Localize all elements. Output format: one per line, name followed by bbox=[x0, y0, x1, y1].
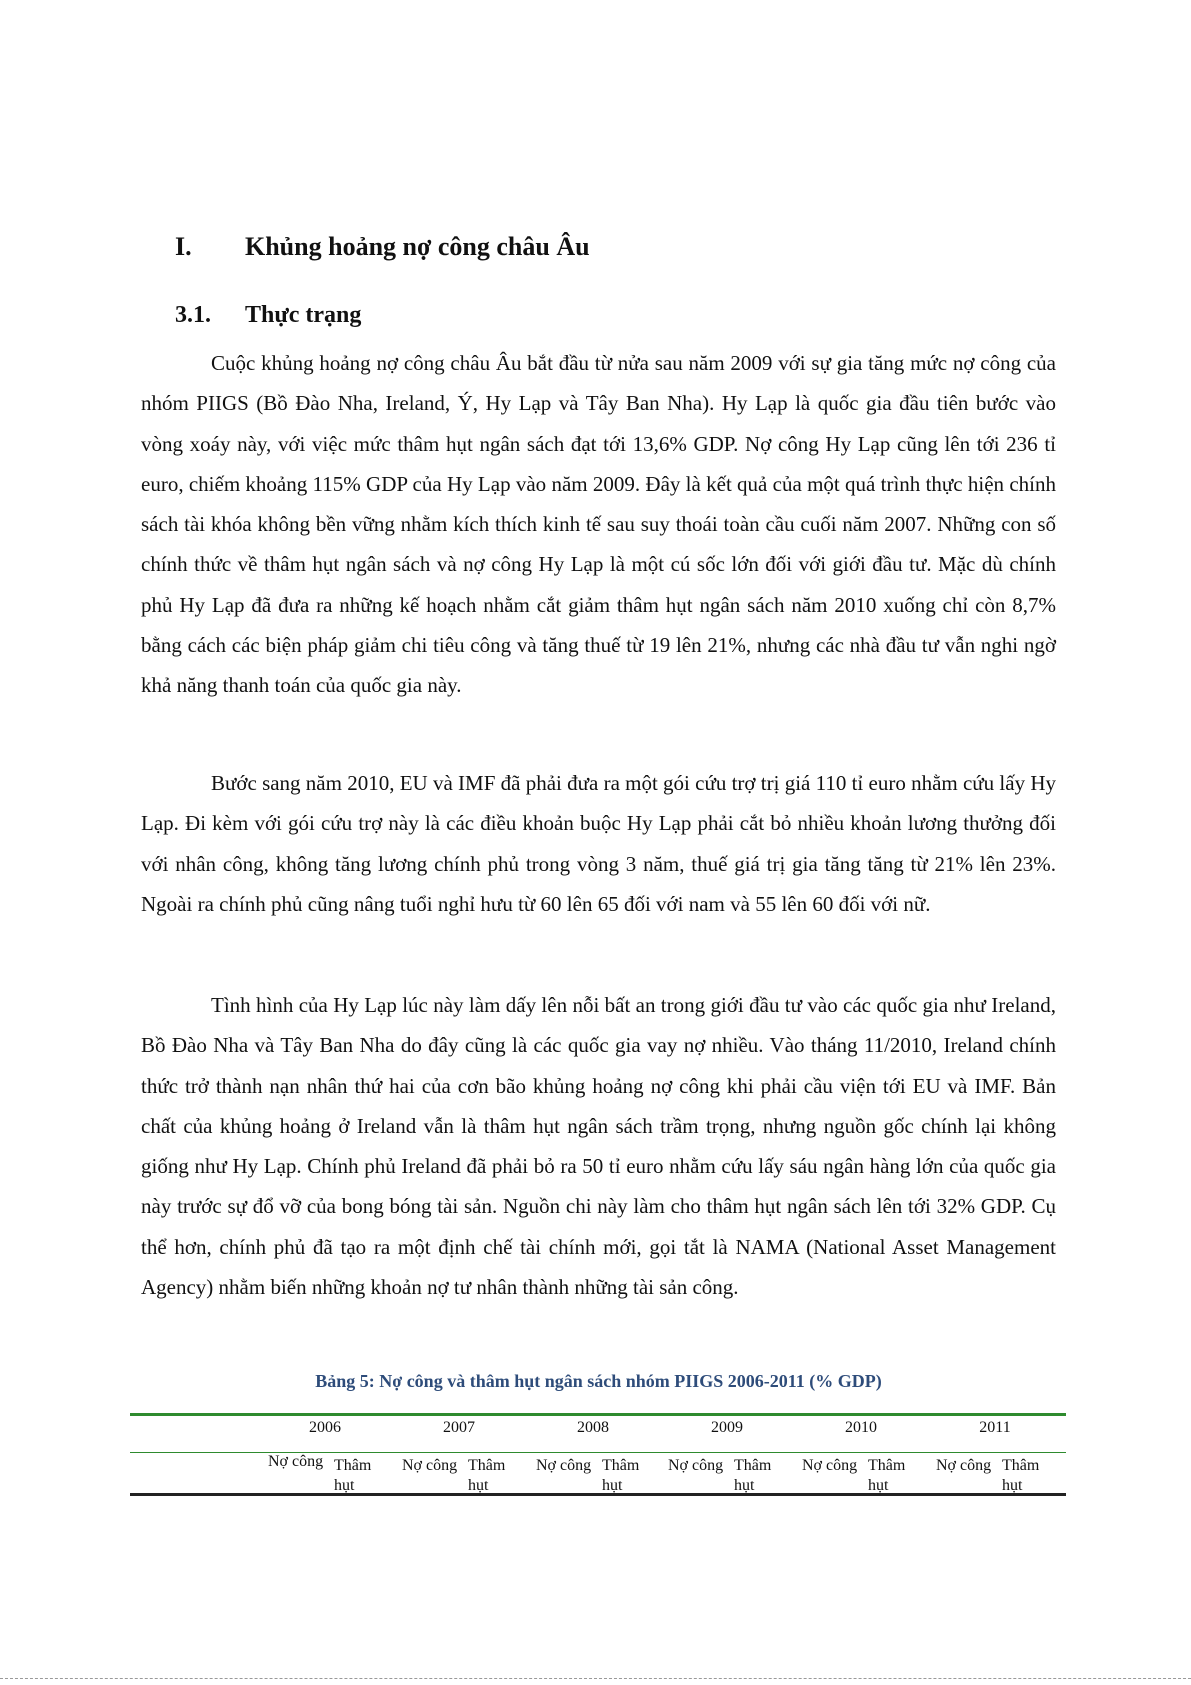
year-header: 2006 bbox=[309, 1419, 341, 1436]
year-header: 2008 bbox=[577, 1419, 609, 1436]
subheader-debt: Nợ công bbox=[402, 1457, 458, 1474]
page-bottom-edge bbox=[0, 1678, 1191, 1679]
year-header: 2010 bbox=[845, 1419, 877, 1436]
table-caption: Bảng 5: Nợ công và thâm hụt ngân sách nhóm PIIGS 2006-2011 (% GDP) bbox=[315, 1371, 882, 1391]
subheader-deficit: Thâm hụt bbox=[868, 1457, 906, 1494]
subheader-deficit: Thâm hụt bbox=[602, 1457, 640, 1494]
subheader-deficit: Thâm hụt bbox=[334, 1457, 372, 1494]
year-header: 2011 bbox=[979, 1419, 1011, 1436]
subheader-deficit: Thâm hụt bbox=[468, 1457, 506, 1494]
section-number: I. bbox=[175, 232, 192, 261]
year-header: 2007 bbox=[443, 1419, 475, 1436]
paragraph-3: Tình hình của Hy Lạp lúc này làm dấy lên nỗi bất an trong giới đầu tư vào các quốc gia như Ireland, Bồ Đào Nha và Tây Ban Nha do đây cũng là các quốc gia vay nợ nhiều. Vào tháng 11/2010, Ireland chính thức trở thành nạn nhân thứ hai của cơn bão khủng hoảng nợ công khi phải cầu viện tới EU và IMF. Bản chất của khủng hoảng ở Ireland vẫn là thâm hụt ngân sách trầm trọng, nhưng nguồn gốc chính lại không giống như Hy Lạp. Chính phủ Ireland đã phải bỏ ra 50 tỉ euro nhằm cứu lấy sáu ngân hàng lớn của quốc gia này trước sự đổ vỡ của bong bóng tài sản. Nguồn chi này làm cho thâm hụt ngân sách lên tới 32% GDP. Cụ thể hơn, chính phủ đã tạo ra một định chế tài chính mới, gọi tắt là NAMA (National Asset Management Agency) nhằm biến những khoản nợ tư nhân thành những tài sản công. bbox=[141, 993, 1056, 1300]
subsection-number: 3.1. bbox=[175, 302, 211, 328]
subheader-debt: Nợ công bbox=[668, 1457, 724, 1474]
paragraph-1: Cuộc khủng hoảng nợ công châu Âu bắt đầu từ nửa sau năm 2009 với sự gia tăng mức nợ công của nhóm PIIGS (Bồ Đào Nha, Ireland, Ý, Hy Lạp và Tây Ban Nha). Hy Lạp là quốc gia đầu tiên bước vào vòng xoáy này, với việc mức thâm hụt ngân sách đạt tới 13,6% GDP. Nợ công Hy Lạp cũng lên tới 236 tỉ euro, chiếm khoảng 115% GDP của Hy Lạp vào năm 2009. Đây là kết quả của một quá trình thực hiện chính sách tài khóa không bền vững nhằm kích thích kinh tế sau suy thoái toàn cầu cuối năm 2007. Những con số chính thức về thâm hụt ngân sách và nợ công Hy Lạp là một cú sốc lớn đối với giới đầu tư. Mặc dù chính phủ Hy Lạp đã đưa ra những kế hoạch nhằm cắt giảm thâm hụt ngân sách năm 2010 xuống chỉ còn 8,7% bằng cách các biện pháp giảm chi tiêu công và tăng thuế từ 19 lên 21%, nhưng các nhà đầu tư vẫn nghi ngờ khả năng thanh toán của quốc gia này. bbox=[141, 351, 1056, 698]
subheader-deficit: Thâm hụt bbox=[734, 1457, 772, 1494]
paragraph-2: Bước sang năm 2010, EU và IMF đã phải đưa ra một gói cứu trợ trị giá 110 tỉ euro nhằm cứu lấy Hy Lạp. Đi kèm với gói cứu trợ này là các điều khoản buộc Hy Lạp phải cắt bỏ nhiều khoản lương thưởng đối với nhân công, không tăng lương chính phủ trong vòng 3 năm, thuế giá trị gia tăng tăng từ 21% lên 23%. Ngoài ra chính phủ cũng nâng tuổi nghỉ hưu từ 60 lên 65 đối với nam và 55 lên 60 đối với nữ. bbox=[141, 771, 1056, 916]
year-header: 2009 bbox=[711, 1419, 743, 1436]
subheader-debt: Nợ công bbox=[268, 1453, 324, 1470]
subheader-deficit: Thâm hụt bbox=[1002, 1457, 1040, 1494]
subheader-debt: Nợ công bbox=[536, 1457, 592, 1474]
table-top-rule bbox=[130, 1413, 1066, 1416]
subsection-heading bbox=[175, 302, 361, 329]
subheader-debt: Nợ công bbox=[936, 1457, 992, 1474]
subsection-title: Thực trạng bbox=[245, 302, 362, 328]
subheader-debt: Nợ công bbox=[802, 1457, 858, 1474]
section-title: Khủng hoảng nợ công châu Âu bbox=[245, 232, 590, 261]
section-heading bbox=[175, 232, 590, 262]
